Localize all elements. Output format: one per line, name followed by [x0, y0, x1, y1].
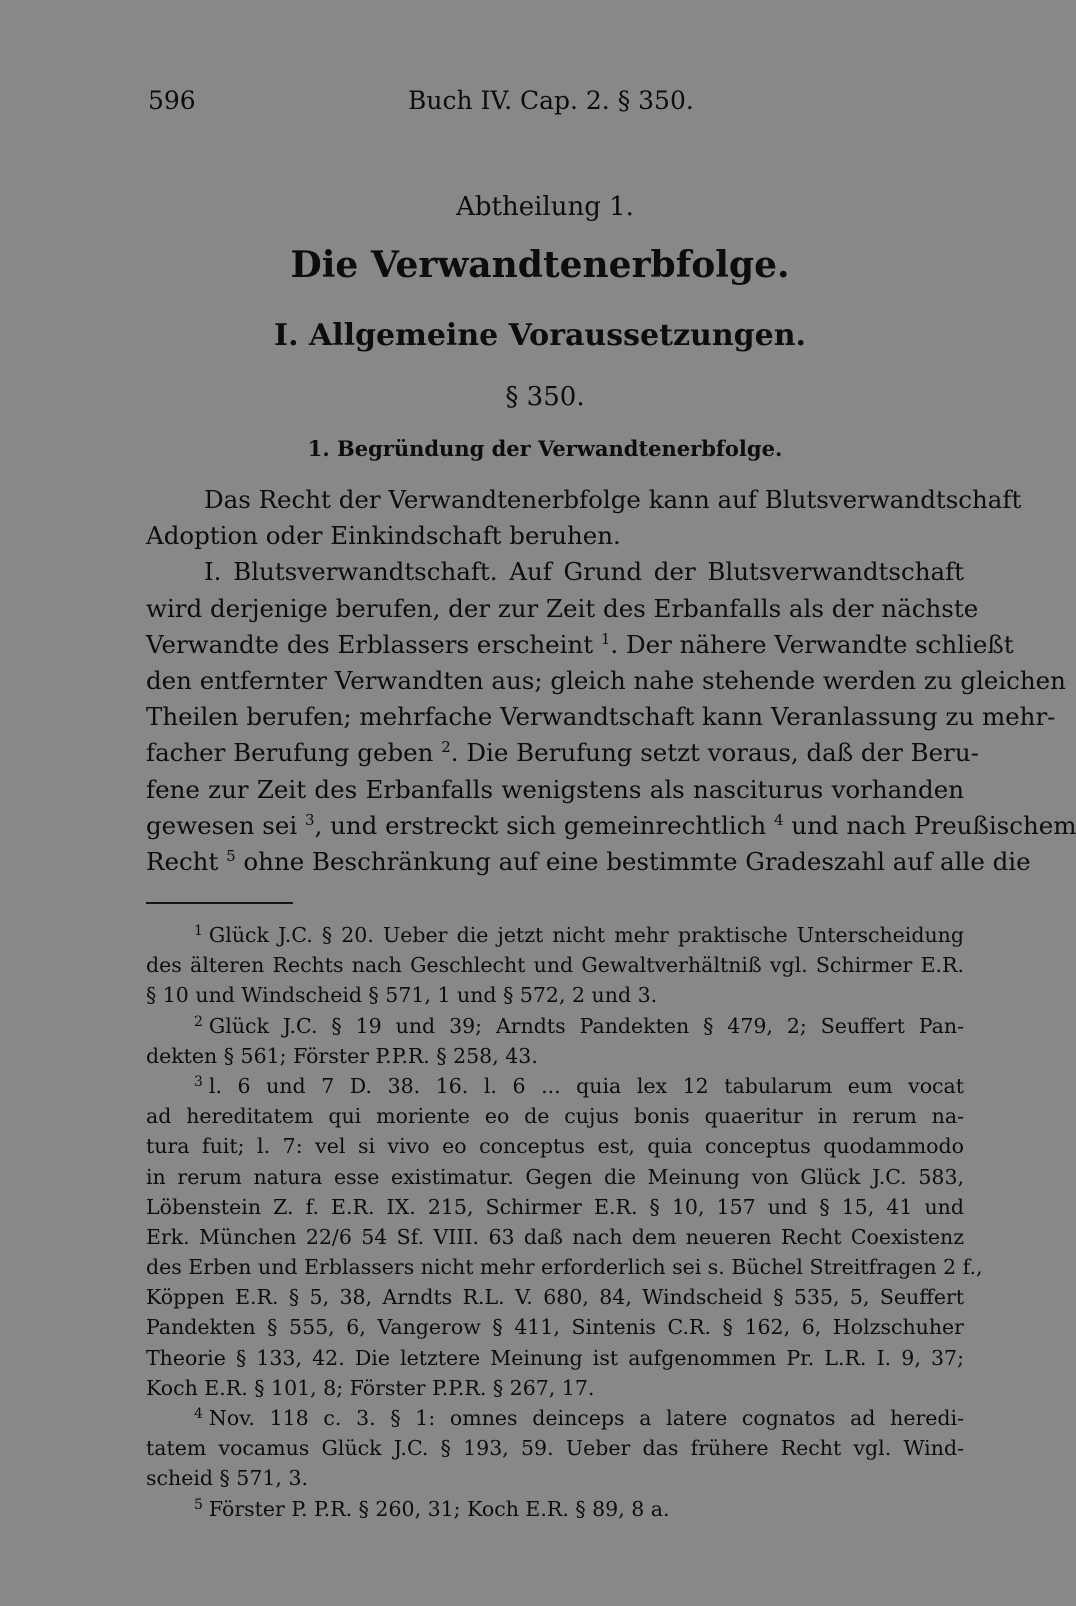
- running-head: Buch IV. Cap. 2. § 350.: [408, 86, 694, 115]
- footnote-line: $^2$ Glück J.C. § 19 und 39; Arndts Pandekten § 479, 2; Seuffert Pan-: [194, 1013, 964, 1038]
- footnote-line: $^5$ Förster P. P.R. § 260, 31; Koch E.R. § 89, 8 a.: [194, 1496, 670, 1521]
- footnote-ref[interactable]: 1: [600, 629, 611, 648]
- body-line: Recht $^5$ ohne Beschränkung auf eine bestimmte Gradeszahl auf alle die: [146, 846, 1031, 876]
- footnote-line: scheid § 571, 3.: [146, 1466, 309, 1491]
- body-line: den entfernter Verwandten aus; gleich nahe stehende werden zu gleichen: [146, 665, 1066, 695]
- footnote-line: Erk. München 22/6 54 Sf. VIII. 63 daß nach dem neueren Recht Coexistenz: [146, 1224, 964, 1249]
- body-line: Theilen berufen; mehrfache Verwandtschaft kann Veranlassung zu mehr-: [146, 702, 1056, 732]
- footnote-mark: 1: [194, 923, 203, 939]
- page-header: [148, 86, 948, 126]
- body-line: Verwandte des Erblassers erscheint $^1$. Der nähere Verwandte schließt: [146, 629, 1014, 659]
- page-number: 596: [148, 86, 196, 115]
- footnote-line: $^4$ Nov. 118 c. 3. § 1: omnes deinceps a latere cognatos ad heredi-: [194, 1406, 964, 1430]
- footnote-mark: 5: [194, 1496, 203, 1513]
- body-line: Das Recht der Verwandtenerbfolge kann auf Blutsverwandtschaft: [204, 485, 1022, 514]
- footnotes: [146, 920, 983, 1524]
- body-text: [146, 482, 1076, 880]
- footnote-ref[interactable]: 2: [441, 738, 451, 757]
- footnote-line: $^1$ Glück J.C. § 20. Ueber die jetzt nicht mehr praktische Unterscheidung: [194, 923, 964, 947]
- footnote-line: Theorie § 133, 42. Die letztere Meinung ist aufgenommen Pr. L.R. I. 9, 37;: [146, 1345, 964, 1370]
- footnote-mark: 3: [194, 1073, 203, 1090]
- section-heading: I. Allgemeine Voraussetzungen.: [274, 318, 806, 353]
- footnote-ref[interactable]: 5: [226, 846, 236, 865]
- body-line: fene zur Zeit des Erbanfalls wenigstens als nasciturus vorhanden: [146, 774, 964, 804]
- body-line: gewesen sei $^3$, und erstreckt sich gemeinrechtlich $^4$ und nach Preußischem: [146, 810, 1076, 840]
- division-heading: Abtheilung 1.: [456, 192, 634, 222]
- footnote-mark: 4: [194, 1406, 203, 1422]
- footnote-line: ad hereditatem qui moriente eo de cujus bonis quaeritur in rerum na-: [146, 1104, 964, 1129]
- footnote-line: tatem vocamus Glück J.C. § 193, 59. Ueber das frühere Recht vgl. Wind-: [146, 1436, 964, 1461]
- footnote-line: des Erben und Erblassers nicht mehr erforderlich sei s. Büchel Streitfragen 2 f.,: [146, 1255, 983, 1280]
- footnote-line: Löbenstein Z. f. E.R. IX. 215, Schirmer E.R. § 10, 157 und § 15, 41 und: [146, 1194, 964, 1219]
- footnote-line: tura fuit; l. 7: vel si vivo eo conceptus est, quia conceptus quodammodo: [146, 1134, 964, 1159]
- footnote-line: Koch E.R. § 101, 8; Förster P.P.R. § 267, 17.: [146, 1375, 595, 1400]
- footnote-line: dekten § 561; Förster P.P.R. § 258, 43.: [146, 1043, 538, 1068]
- footnote-mark: 2: [194, 1013, 203, 1030]
- body-line: facher Berufung geben $^2$. Die Berufung setzt voraus, daß der Beru-: [146, 738, 979, 768]
- paragraph-number: § 350.: [505, 382, 585, 412]
- footnote-line: des älteren Rechts nach Geschlecht und Gewaltverhältniß vgl. Schirmer E.R.: [146, 953, 964, 978]
- footnote-line: $^3$ l. 6 und 7 D. 38. 16. l. 6 ... quia lex 12 tabularum eum vocat: [194, 1073, 964, 1098]
- footnote-line: § 10 und Windscheid § 571, 1 und § 572, 2 und 3.: [146, 983, 658, 1008]
- footnote-line: Pandekten § 555, 6, Vangerow § 411, Sintenis C.R. § 162, 6, Holzschuher: [146, 1315, 964, 1340]
- footnote-ref[interactable]: 4: [773, 810, 784, 829]
- footnote-line: Köppen E.R. § 5, 38, Arndts R.L. V. 680, 84, Windscheid § 535, 5, Seuffert: [146, 1285, 964, 1310]
- body-line: I. Blutsverwandtschaft. Auf Grund der Blutsverwandtschaft: [204, 557, 964, 587]
- subheading: 1. Begründung der Verwandtenerbfolge.: [307, 436, 783, 461]
- footnote-ref[interactable]: 3: [305, 810, 315, 829]
- chapter-title: Die Verwandtenerbfolge.: [290, 244, 790, 286]
- body-line: wird derjenige berufen, der zur Zeit des Erbanfalls als der nächste: [146, 593, 979, 623]
- body-line: Adoption oder Einkindschaft beruhen.: [146, 521, 621, 551]
- footnote-line: in rerum natura esse existimatur. Gegen die Meinung von Glück J.C. 583,: [146, 1164, 964, 1189]
- footnote-divider: [146, 902, 293, 904]
